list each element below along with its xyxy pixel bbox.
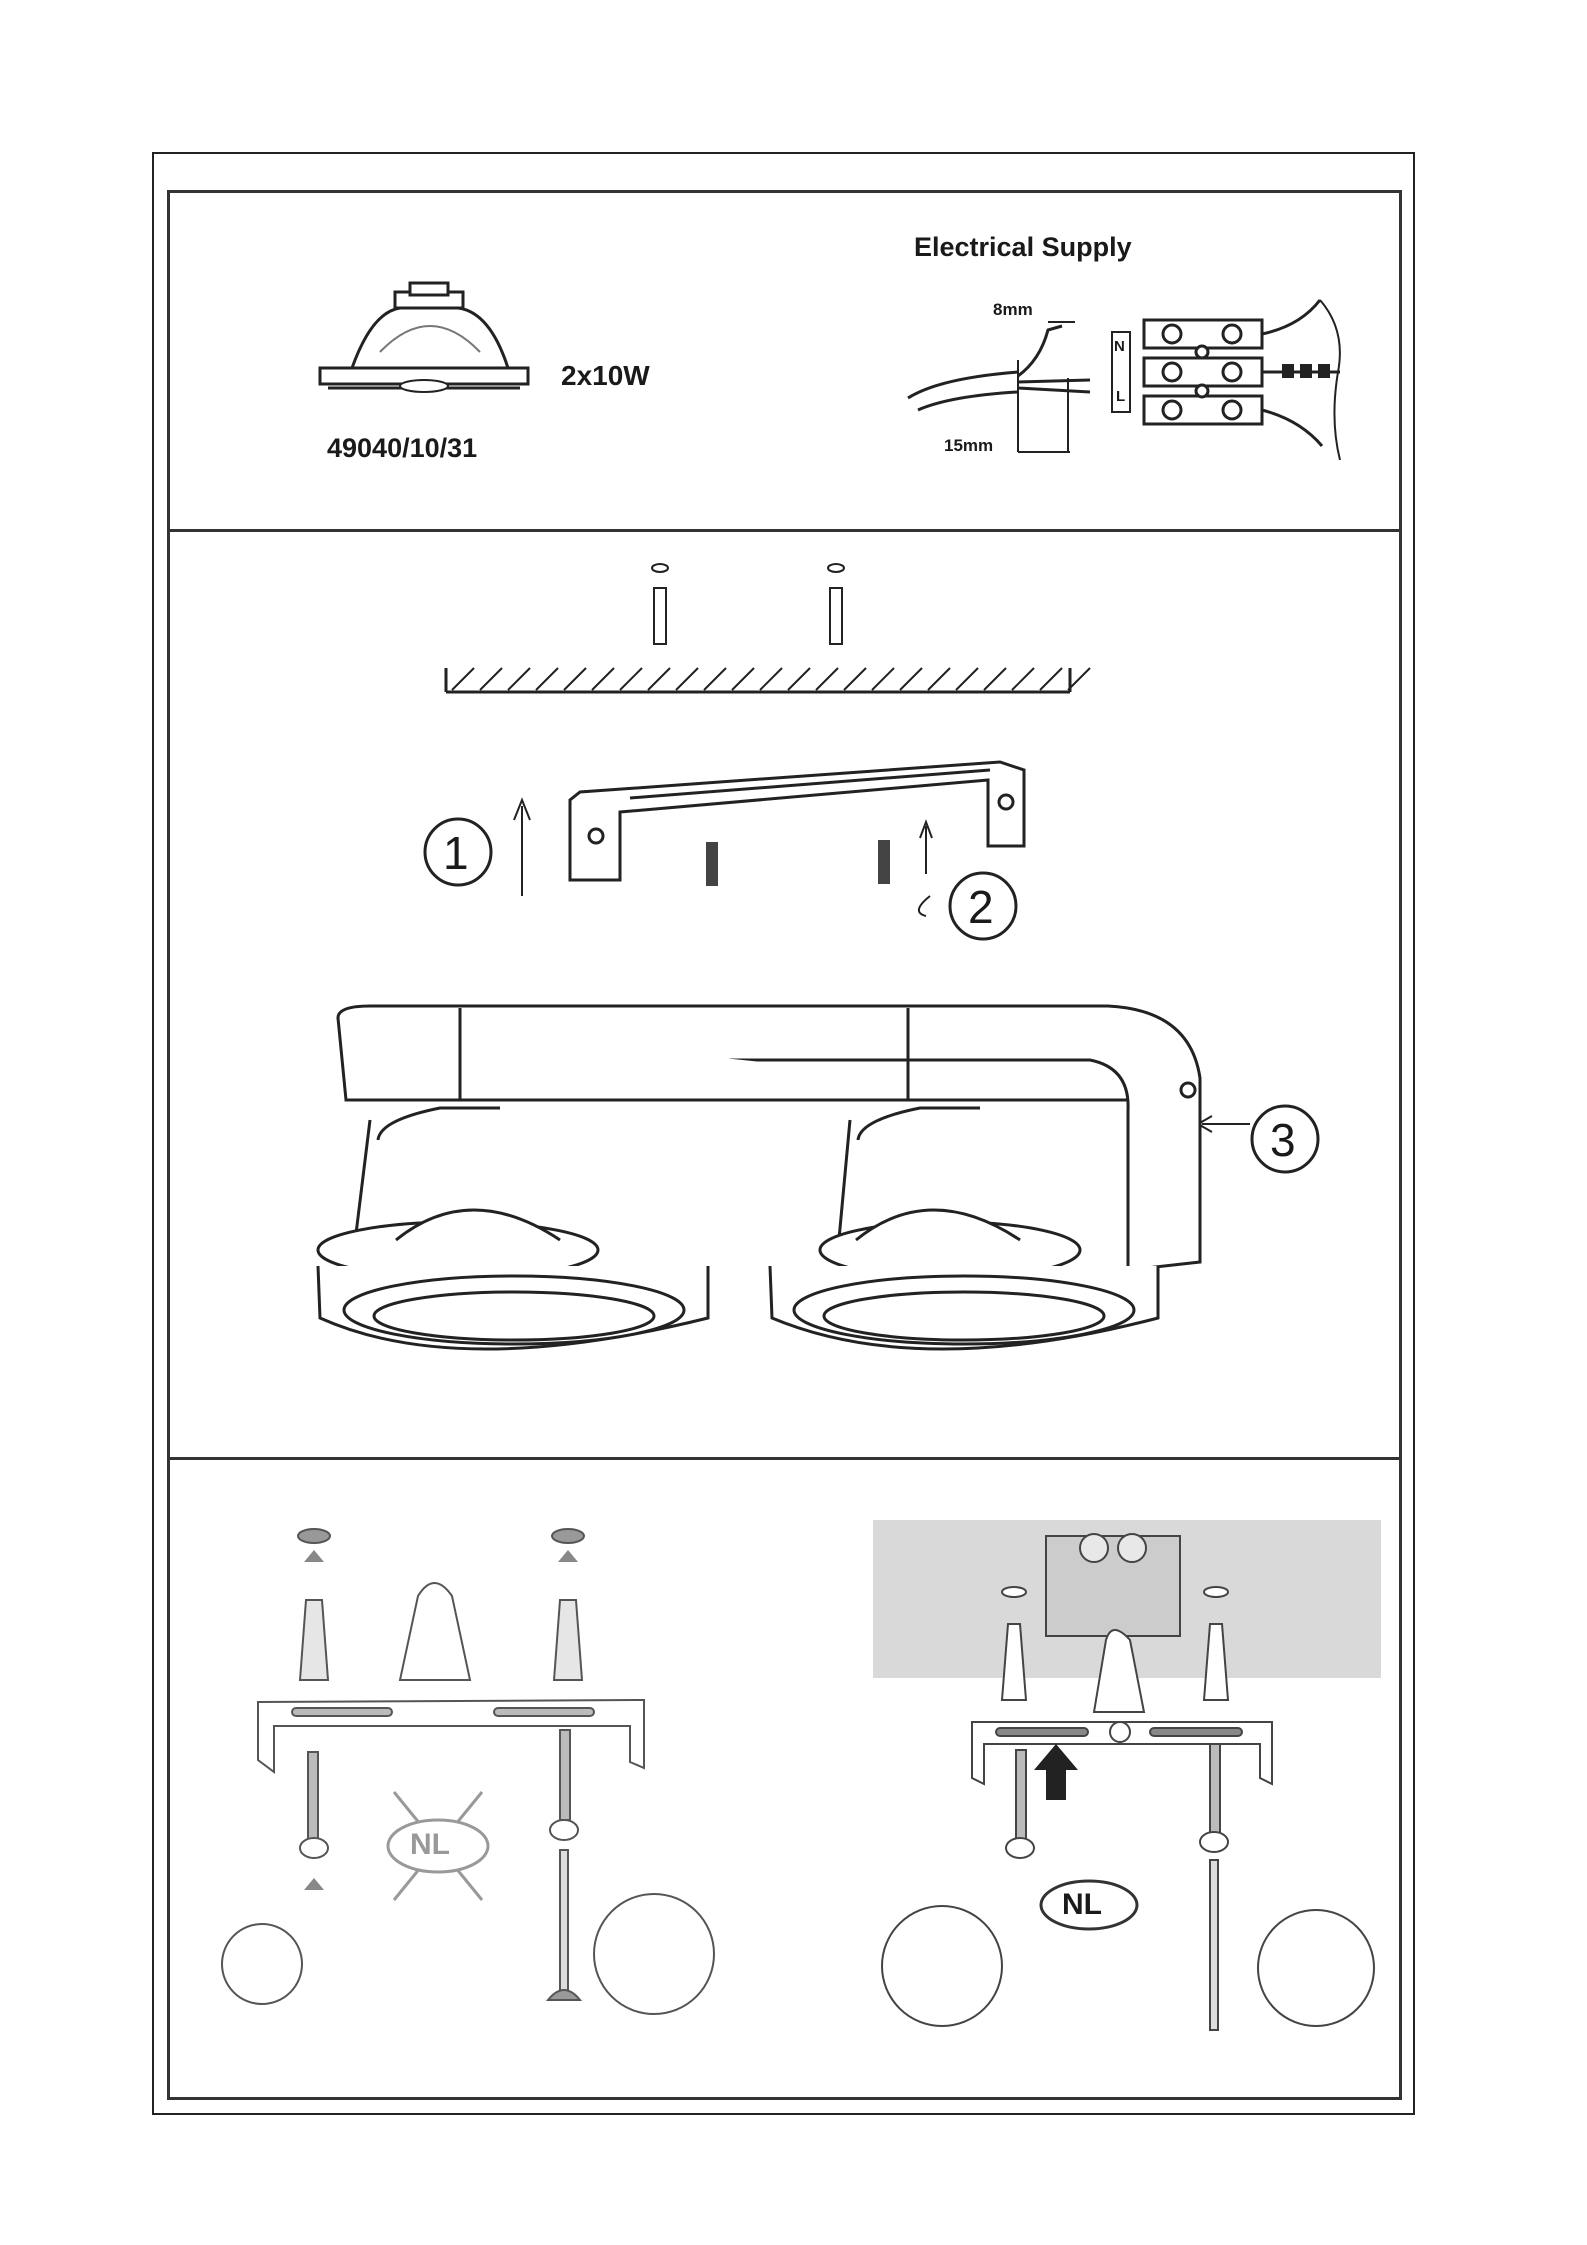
strip-length-cable: 15mm — [944, 436, 994, 455]
lamp-model-number: 49040/10/31 — [327, 433, 478, 463]
step-3-label: 3 — [1270, 1114, 1296, 1166]
terminal-label-n: N — [1114, 338, 1125, 355]
big-up-arrow-icon — [1034, 1744, 1078, 1800]
lamp-power-rating: 2x10W — [561, 360, 650, 391]
terminal-label-l: L — [1116, 388, 1126, 405]
step-1-label: 1 — [443, 827, 469, 879]
step-2-label: 2 — [968, 881, 994, 933]
strip-length-wire: 8mm — [993, 300, 1033, 319]
right-nl-badge: NL — [1062, 1888, 1102, 1921]
electrical-supply-title: Electrical Supply — [914, 232, 1132, 262]
left-nl-badge: NL — [410, 1828, 450, 1861]
